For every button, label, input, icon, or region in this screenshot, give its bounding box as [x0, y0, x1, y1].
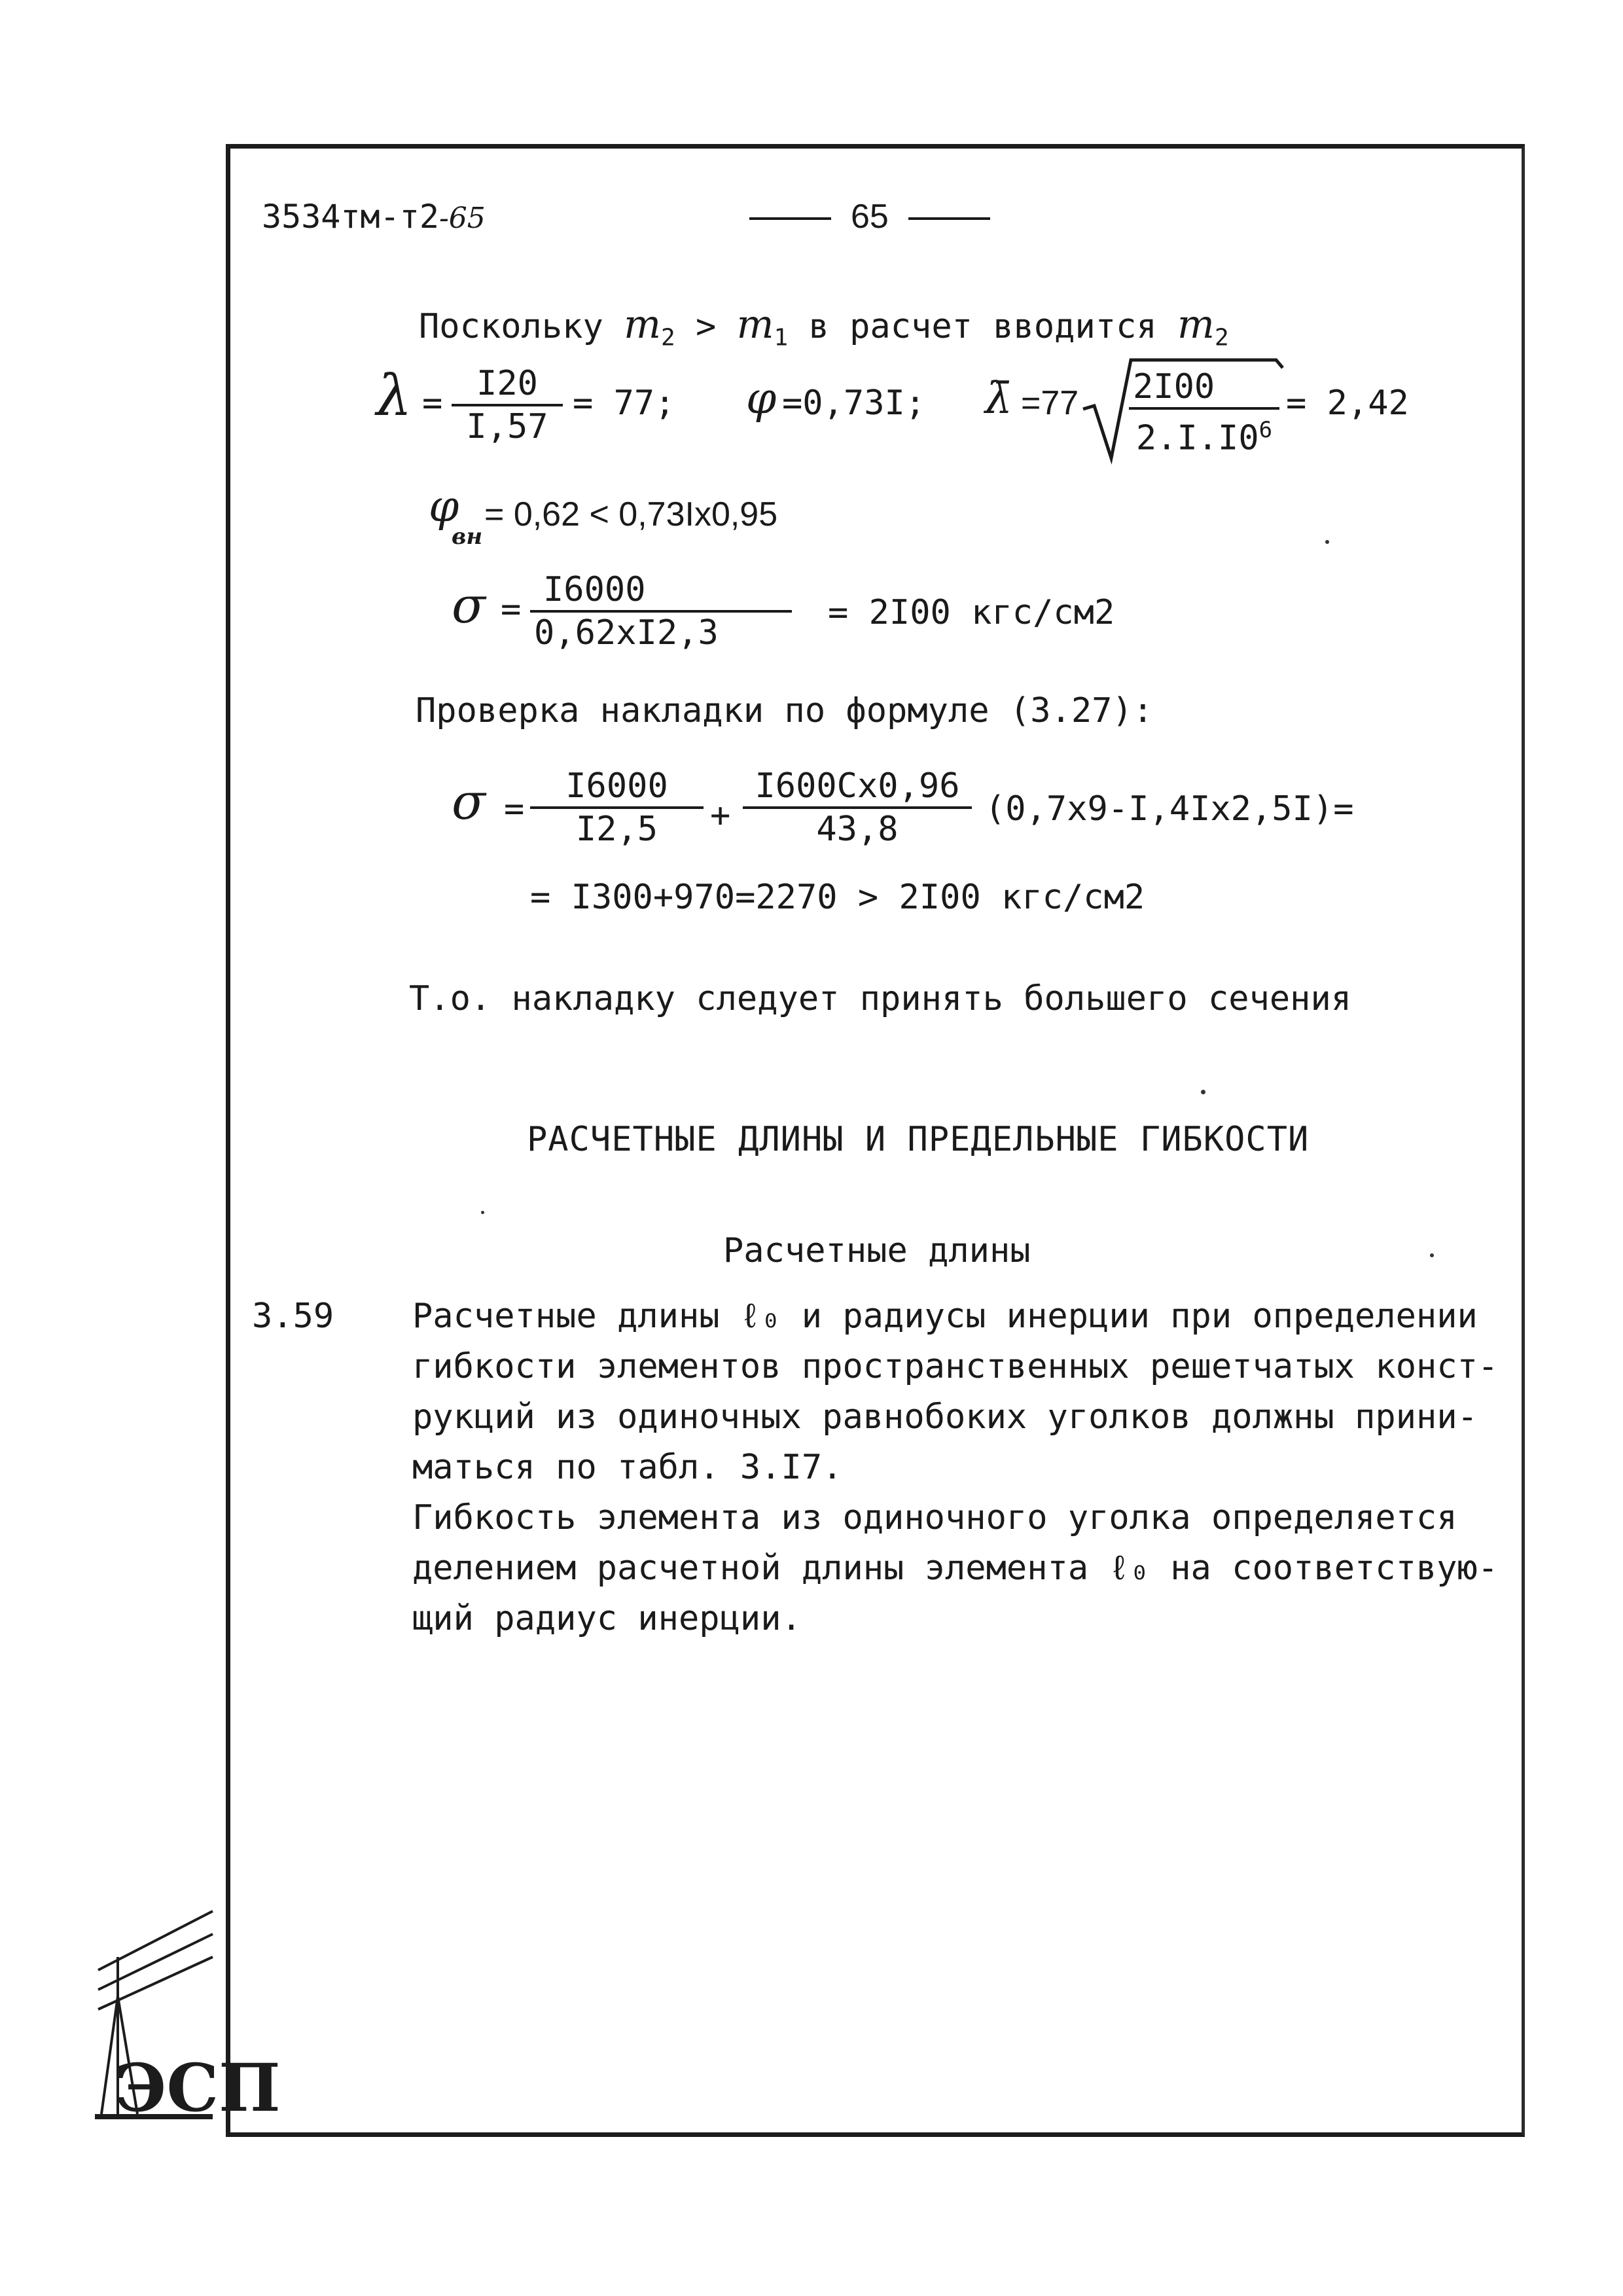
lambda-bar-symbol: λ̄	[985, 373, 1012, 423]
f3-fraction	[530, 569, 792, 653]
f3-eq: =	[501, 590, 522, 629]
f1-eq3: =77	[1021, 384, 1079, 422]
f1-res3: = 2,42	[1286, 384, 1409, 423]
f4-num1: I6000	[530, 766, 704, 809]
page-number	[730, 196, 1010, 237]
doc-code	[262, 196, 486, 239]
f3-num: I6000	[530, 569, 792, 613]
conclusion: Т.о. накладку следует принять большего сечения	[409, 979, 1352, 1018]
f4-den1: I2,5	[575, 810, 658, 849]
f3-res: = 2I00 кгс/см2	[828, 593, 1115, 632]
sigma-symbol-2: σ	[452, 772, 486, 831]
clause-number: 3.59	[252, 1297, 334, 1336]
f1-fraction-1	[452, 363, 563, 447]
page-note: -65	[438, 202, 486, 235]
f2-text: = 0,62 < 0,73Ix0,95	[484, 495, 778, 533]
section-heading: РАСЧЕТНЫЕ ДЛИНЫ И ПРЕДЕЛЬНЫЕ ГИБКОСТИ	[527, 1120, 1310, 1159]
scan-speck	[1430, 1253, 1434, 1257]
intro-m2b-sub: 2	[1214, 324, 1229, 351]
f5-result: = I300+970=2270 > 2I00 кгс/см2	[530, 878, 1145, 917]
f1-den3-exp: 6	[1258, 417, 1273, 443]
phi-vn-symbol: φ	[429, 481, 459, 531]
f1-den3-base: 2.I.I0	[1135, 418, 1259, 458]
lambda-symbol: λ	[376, 363, 412, 429]
dash-left	[749, 217, 831, 220]
espc-logo-text: ЭСП	[115, 2049, 281, 2126]
intro-m2: m	[624, 302, 661, 348]
page-number-text: 65	[851, 198, 889, 236]
f1-den3	[1129, 410, 1279, 458]
intro-gt: >	[675, 307, 737, 346]
check-line: Проверка накладки по формуле (3.27):	[416, 691, 1154, 730]
clause-line-1: Расчетные длины ℓ₀ и радиусы инерции при определении	[412, 1297, 1478, 1336]
f3-den: 0,62xI2,3	[534, 613, 719, 653]
intro-m1-sub: 1	[774, 324, 789, 351]
f1-eq: =	[422, 384, 443, 423]
f4-num2: I600Cx0,96	[743, 766, 972, 809]
clause-line-6: делением расчетной длины элемента ℓ₀ на соответствую-	[412, 1549, 1499, 1588]
clause-line-7: щий радиус инерции.	[412, 1599, 802, 1638]
intro-text-b: в расчет вводится	[788, 307, 1157, 346]
dash-right	[908, 217, 990, 220]
intro-m2b: m	[1177, 302, 1215, 348]
scan-speck	[481, 1211, 484, 1214]
subheading: Расчетные длины	[723, 1231, 1031, 1270]
intro-line	[419, 304, 1229, 358]
f4-fraction-1	[530, 766, 704, 850]
sigma-symbol-1: σ	[452, 576, 486, 634]
intro-m2-sub: 2	[660, 324, 675, 351]
clause-line-5: Гибкость элемента из одиночного уголка определяется	[412, 1498, 1457, 1537]
f1-den1: I,57	[466, 407, 548, 446]
f1-num3: 2I00	[1129, 367, 1279, 410]
intro-text-a: Поскольку	[419, 307, 603, 346]
f1-res2: =0,73I;	[782, 384, 926, 423]
phi-symbol: φ	[746, 373, 777, 423]
f1-res1: = 77;	[573, 384, 675, 423]
espc-logo	[92, 1898, 281, 2126]
f4-fraction-2	[743, 766, 972, 850]
intro-m1: m	[736, 302, 774, 348]
f4-eq: =	[504, 789, 525, 829]
f1-fraction-3	[1129, 367, 1279, 458]
scan-speck	[1201, 1090, 1205, 1094]
f4-plus: +	[710, 796, 731, 835]
clause-line-2: гибкости элементов пространственных решетчатых конст-	[412, 1347, 1499, 1386]
phi-vn-subscript: вн	[452, 524, 483, 550]
f1-num1: I20	[452, 363, 563, 406]
f4-den2: 43,8	[816, 810, 899, 849]
scan-speck	[1325, 540, 1329, 544]
clause-line-3: рукций из одиночных равнобоких уголков должны прини-	[412, 1397, 1478, 1437]
doc-code-text: 3534тм-т2	[262, 198, 439, 236]
clause-line-4: маться по табл. 3.I7.	[412, 1448, 843, 1487]
f4-tail: (0,7x9-I,4Ix2,5I)=	[985, 789, 1354, 829]
